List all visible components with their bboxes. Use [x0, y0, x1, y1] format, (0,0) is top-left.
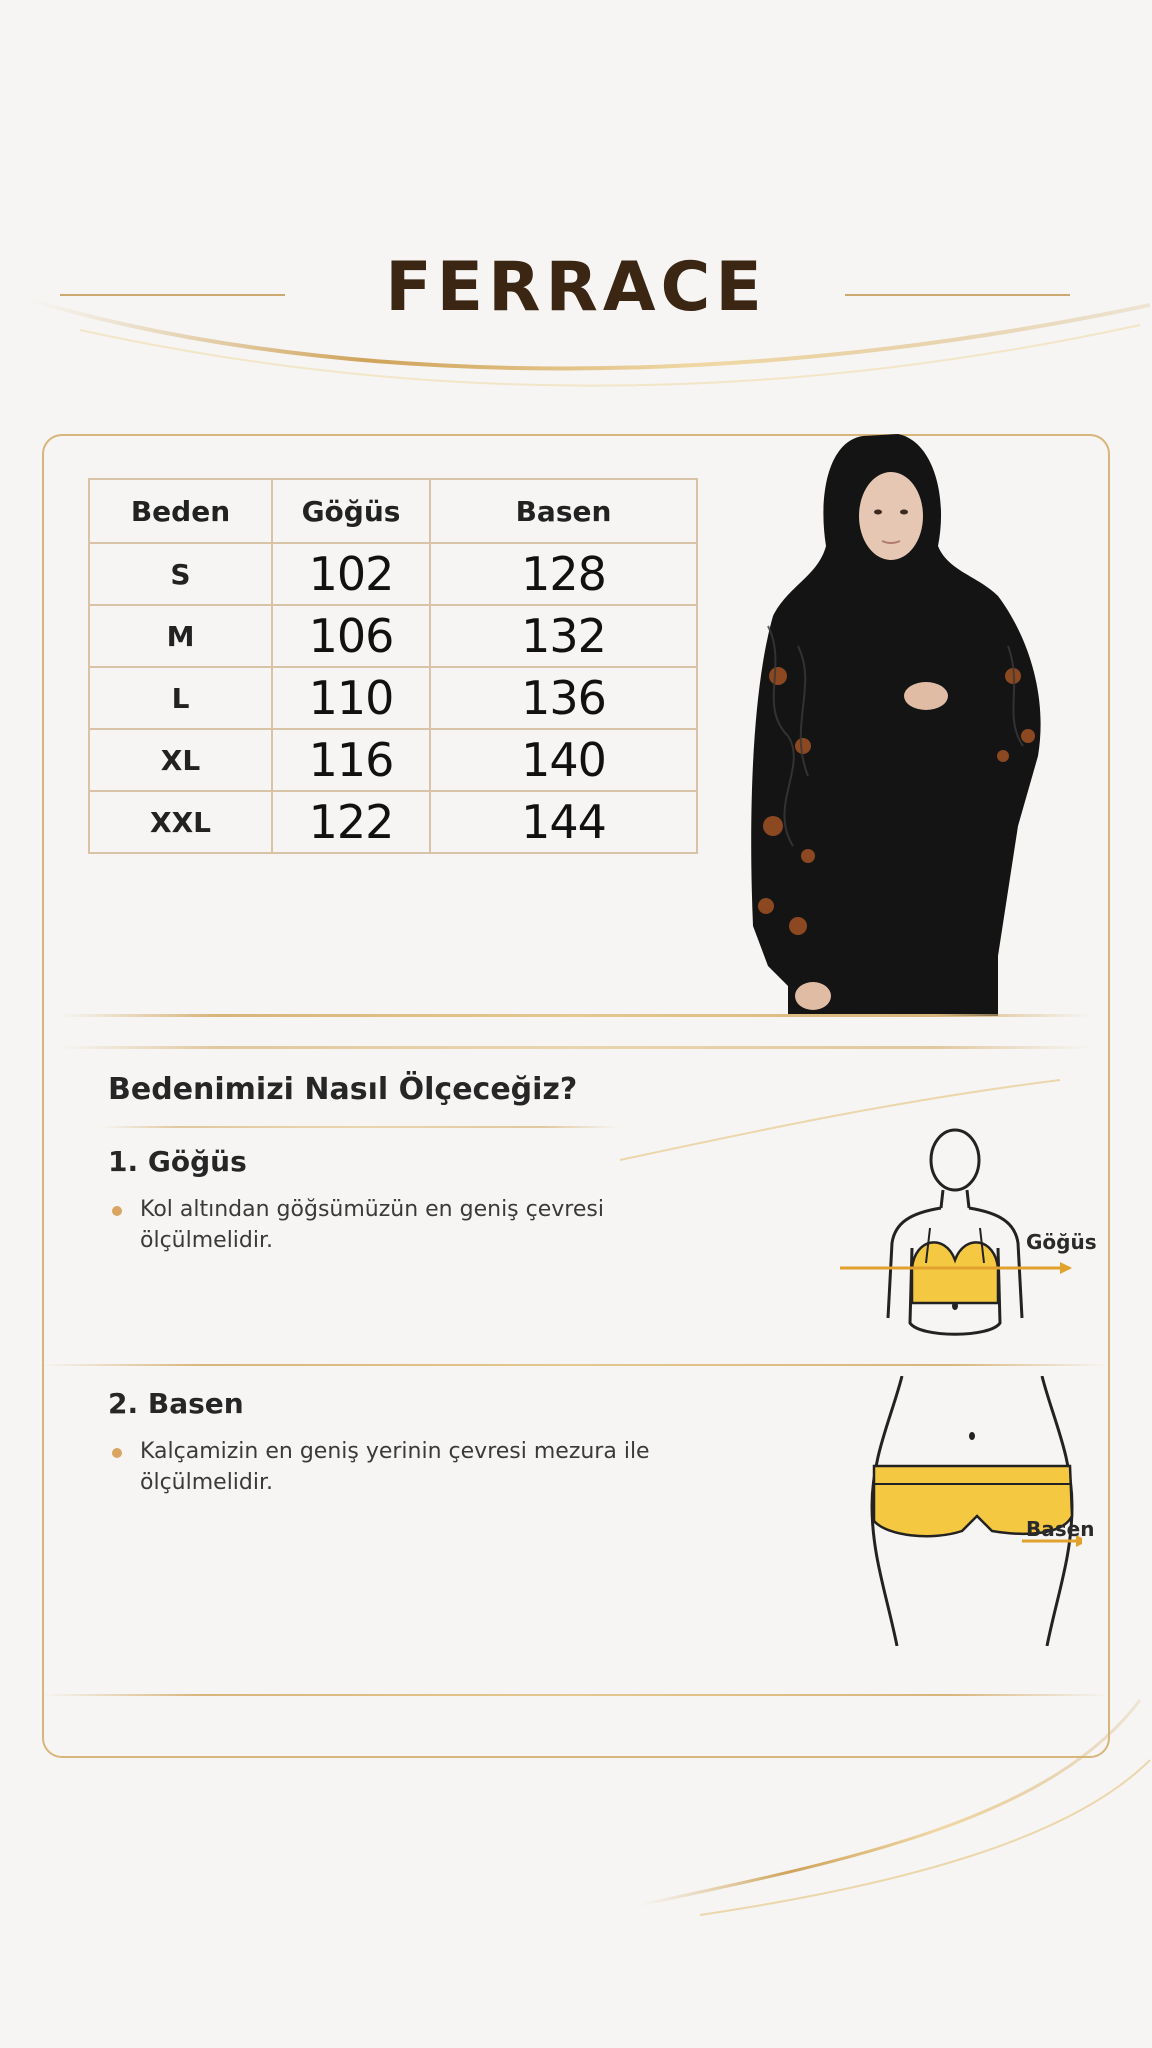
page-title: FERRACE — [385, 248, 767, 327]
table-row — [89, 729, 697, 791]
hip-value: 132 — [430, 605, 697, 667]
section-divider — [60, 1046, 1090, 1049]
title-underline — [100, 1126, 620, 1128]
size-cell: XL — [89, 729, 272, 791]
table-row — [89, 605, 697, 667]
hip-instruction-text: Kalçamizin en geniş yerinin çevresi mezura ile ölçülmelidir. — [140, 1439, 650, 1495]
chest-value: 122 — [272, 791, 430, 853]
chest-heading: 1. Göğüs — [108, 1145, 247, 1178]
section-divider — [40, 1364, 1110, 1366]
chest-instruction-text: Kol altından göğsümüzün en geniş çevresi ölçülmelidir. — [140, 1197, 604, 1253]
hip-instruction — [112, 1436, 712, 1498]
column-header-hip: Basen — [430, 479, 697, 543]
chest-value: 116 — [272, 729, 430, 791]
chest-value: 110 — [272, 667, 430, 729]
chest-value: 102 — [272, 543, 430, 605]
hip-value: 144 — [430, 791, 697, 853]
hip-value: 128 — [430, 543, 697, 605]
size-table — [88, 478, 698, 854]
bullet-dot — [112, 1448, 122, 1458]
table-header-row — [89, 479, 697, 543]
chest-value: 106 — [272, 605, 430, 667]
table-row — [89, 667, 697, 729]
column-header-size: Beden — [89, 479, 272, 543]
table-row — [89, 543, 697, 605]
chest-figure-label: Göğüs — [1026, 1230, 1097, 1254]
hip-figure — [862, 1376, 1082, 1646]
bullet-dot — [112, 1206, 122, 1216]
column-header-chest: Göğüs — [272, 479, 430, 543]
hip-value: 136 — [430, 667, 697, 729]
section-divider — [60, 1014, 1090, 1017]
hip-heading: 2. Basen — [108, 1387, 244, 1420]
hip-figure-label: Basen — [1026, 1517, 1095, 1541]
size-cell: M — [89, 605, 272, 667]
hip-value: 140 — [430, 729, 697, 791]
section-divider — [40, 1694, 1110, 1696]
model-photo — [748, 426, 1048, 1016]
size-cell: L — [89, 667, 272, 729]
table-row — [89, 791, 697, 853]
size-cell: S — [89, 543, 272, 605]
chest-instruction — [112, 1194, 712, 1256]
guide-title: Bedenimizi Nasıl Ölçeceğiz? — [108, 1072, 578, 1107]
size-cell: XXL — [89, 791, 272, 853]
